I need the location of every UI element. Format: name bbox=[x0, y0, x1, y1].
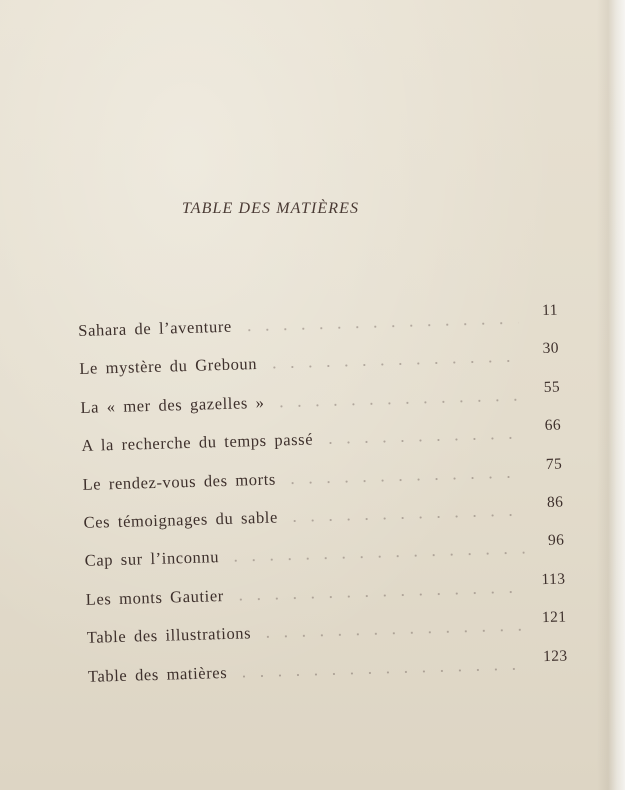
toc-entry-title: Le mystère du Greboun bbox=[79, 354, 258, 379]
dot-leader bbox=[265, 360, 519, 369]
toc-entry-title: Ces témoignages du sable bbox=[83, 507, 279, 532]
toc-entry-page-number: 123 bbox=[542, 646, 568, 665]
toc-entry-title: Le rendez-vous des morts bbox=[82, 469, 277, 494]
dot-leader bbox=[240, 322, 518, 332]
toc-list bbox=[78, 301, 569, 705]
toc-entry-page-number: 11 bbox=[541, 301, 559, 320]
toc-entry-page-number: 75 bbox=[545, 455, 563, 473]
dot-leader bbox=[232, 590, 526, 600]
dot-leader bbox=[227, 552, 525, 562]
toc-entry-page-number: 86 bbox=[546, 493, 564, 511]
page-title: TABLE DES MATIÈRES bbox=[182, 200, 360, 217]
toc-entry-page-number: 55 bbox=[543, 378, 561, 396]
toc-entry-title: Les monts Gautier bbox=[85, 585, 225, 609]
dot-leader bbox=[235, 667, 528, 677]
toc-entry-page-number: 30 bbox=[542, 339, 560, 358]
toc-entry-title: Sahara de l’aventure bbox=[78, 316, 233, 340]
toc-entry-page-number: 96 bbox=[547, 531, 565, 550]
toc-entry-title: La « mer des gazelles » bbox=[80, 392, 265, 417]
toc-entry-page-number: 66 bbox=[544, 416, 562, 435]
toc-entry-page-number: 121 bbox=[541, 608, 567, 627]
toc-entry-title: Table des matières bbox=[87, 662, 228, 686]
dot-leader bbox=[259, 629, 527, 638]
toc-entry-page-number: 113 bbox=[541, 570, 566, 588]
page-edge-shadow bbox=[597, 0, 625, 790]
dot-leader bbox=[273, 398, 521, 407]
toc-entry-title: Cap sur l’inconnu bbox=[84, 547, 220, 571]
toc-entry-title: A la recherche du temps passé bbox=[81, 429, 314, 456]
dot-leader bbox=[321, 437, 521, 445]
dot-leader bbox=[286, 514, 524, 523]
toc-entry-title: Table des illustrations bbox=[86, 623, 252, 647]
dot-leader bbox=[284, 475, 523, 484]
